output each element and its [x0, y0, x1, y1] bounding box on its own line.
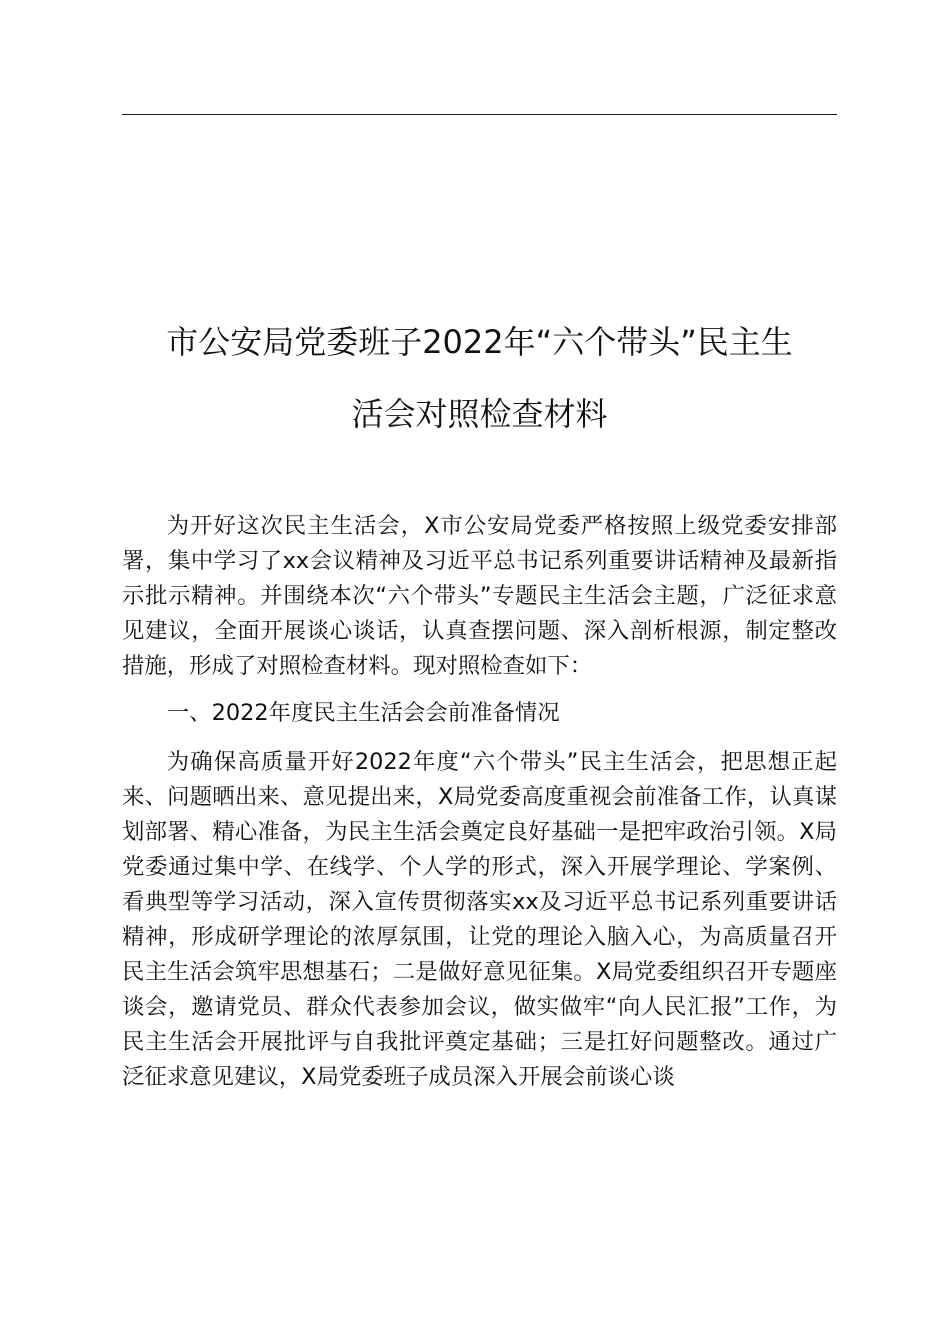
header-rule [122, 114, 837, 115]
intro-paragraph: 为开好这次民主生活会，X市公安局党委严格按照上级党委安排部署，集中学习了xx会议精神及习近平总书记系列重要讲话精神及最新指示批示精神。并围绕本次“六个带头”专题民主生活会主题，广泛征求意见建议，全面开展谈心谈话，认真查摆问题、深入剖析根源，制定整改措施，形成了对照检查材料。现对照检查如下： [122, 513, 837, 679]
section-paragraph: 为确保高质量开好2022年度“六个带头”民主生活会，把思想正起来、问题晒出来、意见提出来，X局党委高度重视会前准备工作，认真谋划部署、精心准备，为民主生活会奠定良好基础一是把牢政治引领。X局党委通过集中学、在线学、个人学的形式，深入开展学理论、学案例、看典型等学习活动，深入宣传贯彻落实xx及习近平总书记系列重要讲话精神，形成研学理论的浓厚氛围，让党的理论入脑入心，为高质量召开民主生活会筑牢思想基石；二是做好意见征集。X局党委组织召开专题座谈会，邀请党员、群众代表参加会议，做实做牢“向人民汇报”工作，为民主生活会开展批评与自我批评奠定基础；三是扛好问题整改。通过广泛征求意见建议，X局党委班子成员深入开展会前谈心谈 [122, 749, 837, 1090]
title-line-1: 市公安局党委班子2022年“六个带头”民主生 [166, 323, 793, 361]
document-body [122, 509, 837, 1107]
document-title [122, 306, 837, 450]
title-line-2: 活会对照检查材料 [351, 395, 608, 433]
section-heading: 一、2022年度民主生活会会前准备情况 [166, 700, 560, 726]
